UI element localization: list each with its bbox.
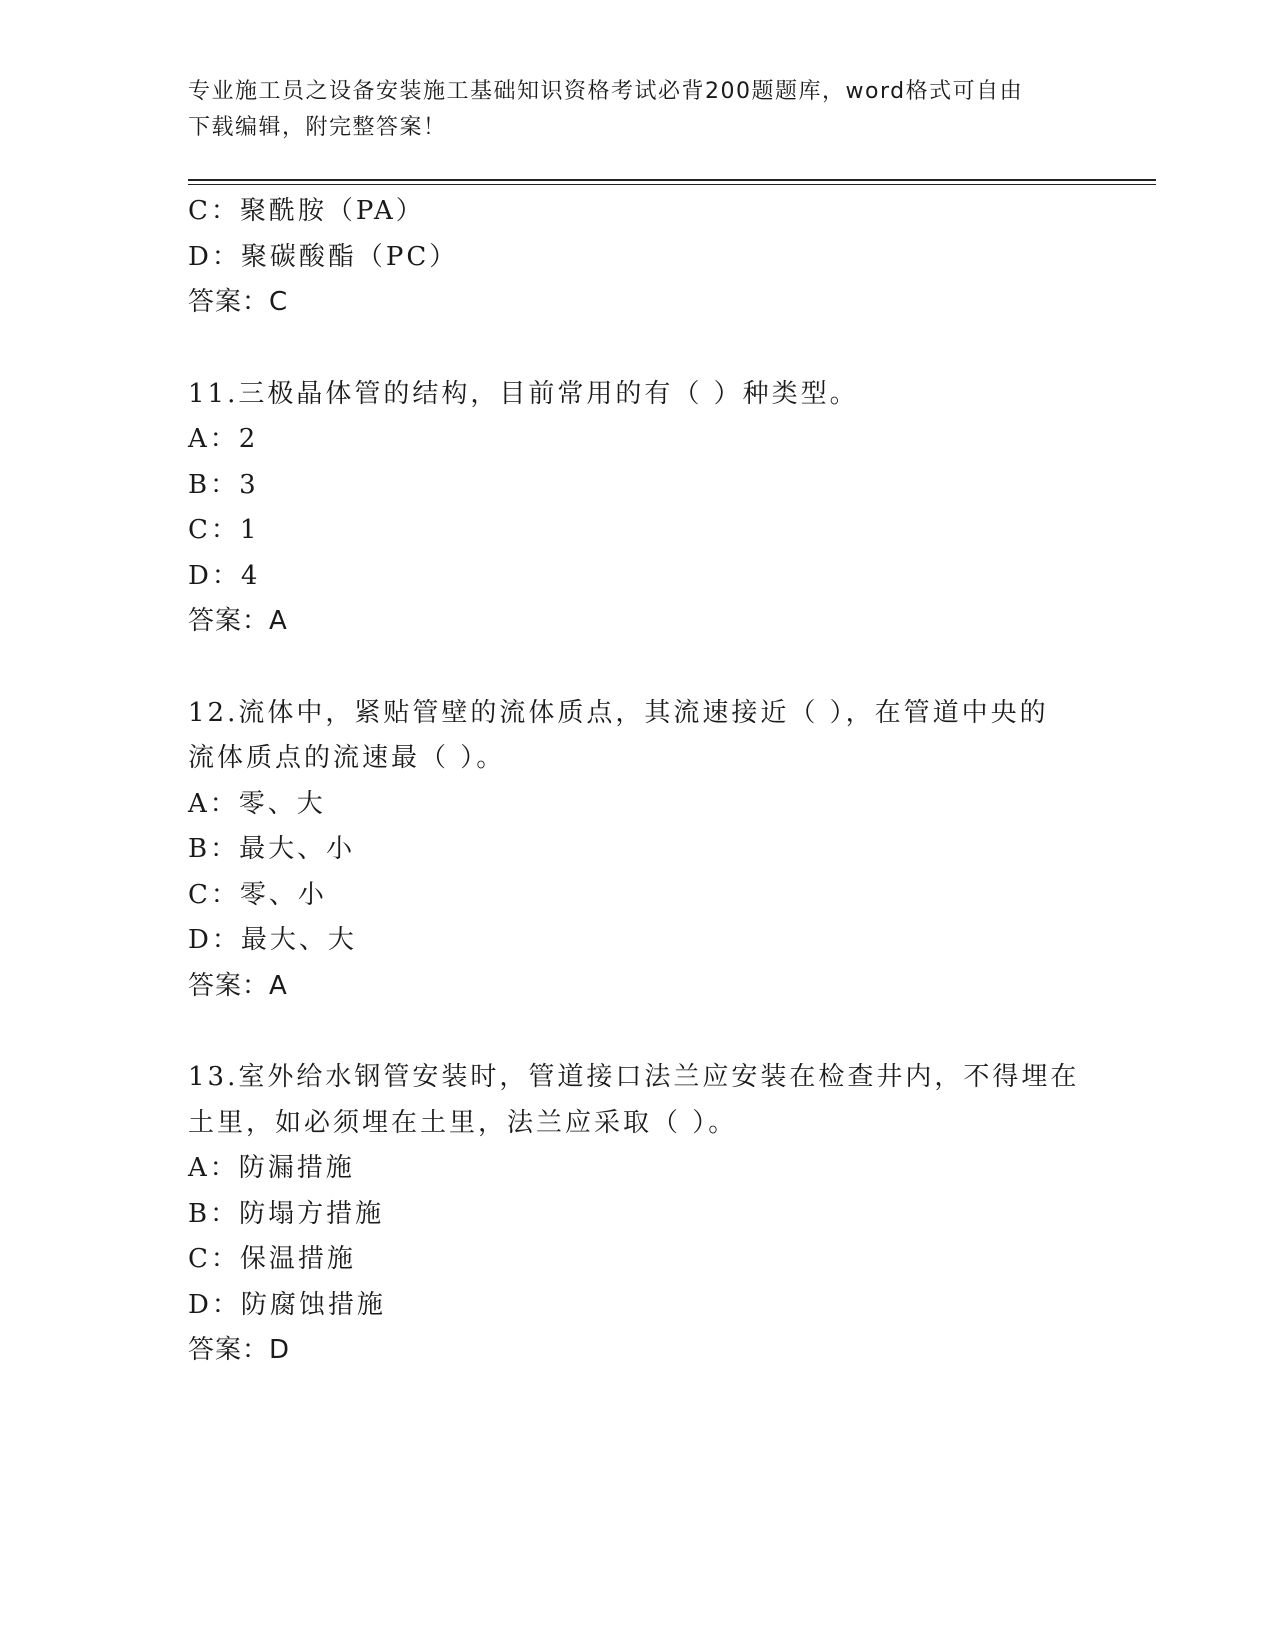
question-content [188,189,1088,1374]
option-b: B：3 [188,469,259,500]
option-d: D：最大、大 [188,925,357,955]
option-c: C：零、小 [188,879,327,910]
header-divider-thin [188,184,1156,185]
answer-line: 答案：D [188,1335,291,1365]
question-stem: 13.室外给水钢管安装时，管道接口法兰应安装在检查井内，不得埋在 [188,1062,1080,1092]
header-line-2: 下载编辑，附完整答案！ [188,115,447,140]
question-stem-continued: 土里，如必须埋在土里，法兰应采取（ ）。 [188,1107,738,1138]
question-stem: 11.三极晶体管的结构，目前常用的有（ ）种类型。 [188,378,859,409]
question-stem: 12.流体中，紧贴管壁的流体质点，其流速接近（ ），在管道中央的 [188,697,1049,728]
option-d: D：4 [188,560,261,591]
question-11 [188,372,1088,645]
option-c: C：1 [188,515,260,545]
question-12 [188,691,1088,1010]
question-spacer [188,1009,1088,1055]
question-spacer [188,645,1088,691]
option-a: A：防漏措施 [188,1153,355,1183]
option-c: C：聚酰胺（PA） [188,196,425,226]
answer-line: 答案：A [188,606,288,636]
question-stem-continued: 流体质点的流速最（ ）。 [188,743,506,773]
option-d: D：聚碳酸酯（PC） [188,241,459,272]
option-b: B：最大、小 [188,834,356,864]
header-divider-thick [188,179,1156,181]
answer-line: 答案：C [188,287,289,317]
question-spacer [188,326,1088,372]
option-a: A：2 [188,424,259,454]
option-b: B：防塌方措施 [188,1198,385,1229]
option-a: A：零、大 [188,788,326,819]
answer-line: 答案：A [188,970,288,1001]
option-c: C：保温措施 [188,1244,356,1274]
previous-question-tail [188,189,1088,326]
question-13 [188,1055,1088,1374]
document-header [188,74,1088,146]
option-d: D：防腐蚀措施 [188,1289,386,1320]
header-line-1: 专业施工员之设备安装施工基础知识资格考试必背200题题库，word格式可自由 [188,79,1024,104]
